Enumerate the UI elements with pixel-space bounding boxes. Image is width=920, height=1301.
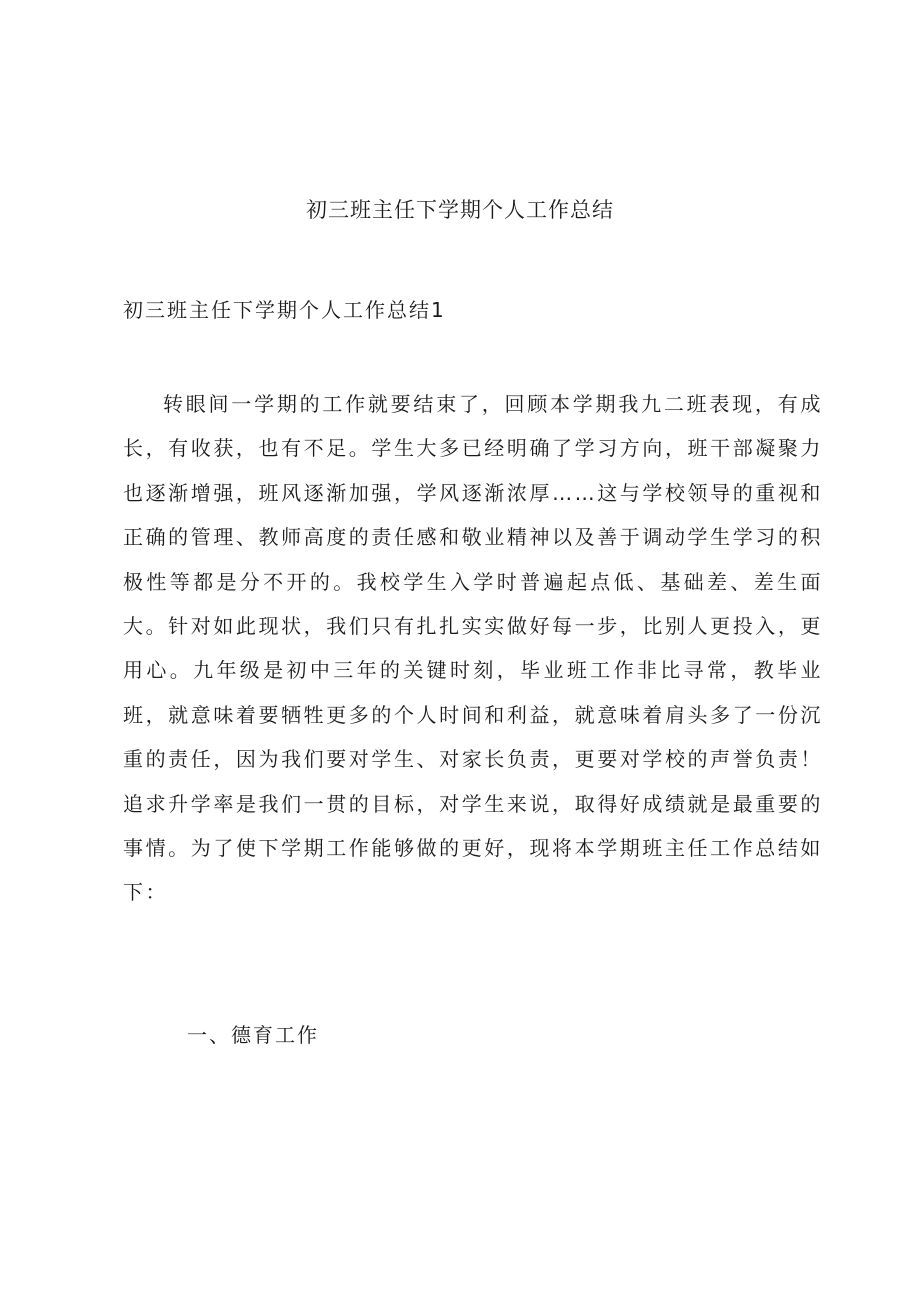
- document-title: 初三班主任下学期个人工作总结: [306, 198, 614, 222]
- section-heading: 初三班主任下学期个人工作总结1: [123, 298, 446, 322]
- body-paragraph: 转眼间一学期的工作就要结束了，回顾本学期我九二班表现，有成长，有收获，也有不足。学生大多已经明确了学习方向，班干部凝聚力也逐渐增强，班风逐渐加强，学风逐渐浓厚……这与学校领导的重视和正确的管理、教师高度的责任感和敬业精神以及善于调动学生学习的积极性等都是分不开的。我校学生入学时普遍起点低、基础差、差生面大。针对如此现状，我们只有扎扎实实做好每一步，比别人更投入，更用心。九年级是初中三年的关键时刻，毕业班工作非比寻常，教毕业班，就意味着要牺牲更多的个人时间和利益，就意味着肩头多了一份沉重的责任，因为我们要对学生、对家长负责，更要对学校的声誉负责！追求升学率是我们一贯的目标，对学生来说，取得好成绩就是最重要的事情。为了使下学期工作能够做的更好，现将本学期班主任工作总结如下：: [123, 392, 823, 905]
- subheading-moral-education: 一、德育工作: [187, 1023, 319, 1047]
